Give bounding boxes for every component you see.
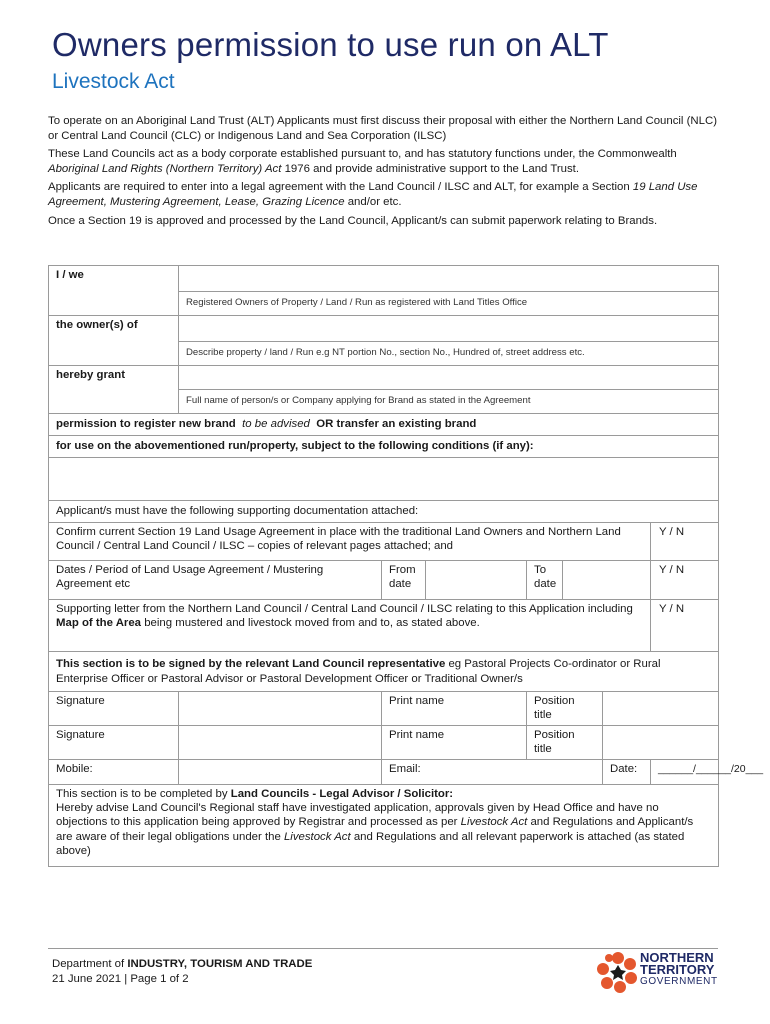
position-title-label-1: Position title [527,692,603,726]
iwe-label: I / we [49,266,179,316]
footer [52,957,312,987]
footer-divider [48,948,718,949]
from-date-label: From date [382,561,426,600]
permission-form [48,265,764,867]
footer-date-page: 21 June 2021 | Page 1 of 2 [52,973,189,985]
grant-hint: Full name of person/s or Company applying for Brand as stated in the Agreement [179,390,719,414]
supporting-letter-text: Supporting letter from the Northern Land Council / Central Land Council / ILSC relating to this Application including Map of the Area being mustered and livestock moved from and to, as stated above. [49,600,651,652]
signature-input-2[interactable] [179,725,382,759]
footer-department: Department of INDUSTRY, TOURISM AND TRADE [52,958,313,970]
signature-input-1[interactable] [179,692,382,726]
intro-paragraph-3: Applicants are required to enter into a legal agreement with the Land Council / ILSC and ALT, for example a Section 19 Land Use Agreement, Mustering Agreement, Lease, Grazing Licence and/or etc. [48,181,698,208]
confirm-yn[interactable]: Y / N [651,523,719,561]
position-title-input-2[interactable] [603,725,719,759]
to-date-input[interactable] [563,561,651,600]
grant-label: hereby grant [49,366,179,414]
page-title: Owners permission to use run on ALT [52,26,609,63]
logo-text: NORTHERN TERRITORY GOVERNMENT [640,950,718,987]
position-title-label-2: Position title [527,725,603,759]
page-subtitle: Livestock Act [52,70,175,93]
email-label: Email: [382,759,603,784]
permission-row: permission to register new brand to be advised OR transfer an existing brand [49,414,719,436]
dates-text: Dates / Period of Land Usage Agreement / Mustering Agreement etc [49,561,382,600]
owner-input[interactable] [179,316,719,342]
grant-input[interactable] [179,366,719,390]
owner-label: the owner(s) of [49,316,179,366]
intro-paragraph-2: These Land Councils act as a body corporate established pursuant to, and has statutory functions under, the Commonwealth Aboriginal Land Rights (Northern Territory) Act 1976 and provide administrative support to the Land Trust. [48,148,677,175]
print-name-label-1: Print name [382,692,527,726]
legal-advisor-section: This section is to be completed by Land Councils - Legal Advisor / Solicitor: Hereby advise Land Council's Regional staff have investigated application, approvals given by Head Office and have no objections to this application being approved by Registrar and processed as per Livestock Act and Regulations and Applicant/s are aware of their legal obligations under the Livestock Act and Regulations and all relevant paperwork is attached (as stated above) [49,784,719,866]
date-input[interactable]: ______/______/20___ [651,759,719,784]
mobile-label: Mobile: [49,759,179,784]
use-conditions-label: for use on the abovementioned run/property, subject to the following conditions (if any): [49,436,719,458]
nt-government-logo [596,950,728,994]
confirm-agreement-text: Confirm current Section 19 Land Usage Agreement in place with the traditional Land Owners and Northern Land Council / Central Land Council / ILSC – copies of relevant pages attached; and [49,523,651,561]
to-date-label: To date [527,561,563,600]
conditions-input[interactable] [49,458,719,501]
mobile-input[interactable] [179,759,382,784]
owner-hint: Describe property / land / Run e.g NT portion No., section No., Hundred of, street address etc. [179,342,719,366]
intro-paragraph-4: Once a Section 19 is approved and processed by the Land Council, Applicant/s can submit paperwork relating to Brands. [48,214,658,227]
iwe-input[interactable] [179,266,719,292]
intro-paragraph-1: To operate on an Aboriginal Land Trust (ALT) Applicants must first discuss their proposal with either the Northern Land Council (NLC) or Central Land Council (CLC) or Indigenous Land and Sea Corporation (ILSC) [48,115,718,142]
signature-label-1: Signature [49,692,179,726]
nt-flower-icon [596,950,640,994]
iwe-hint: Registered Owners of Property / Land / Run as registered with Land Titles Office [179,292,719,316]
sign-section-heading: This section is to be signed by the relevant Land Council representative eg Pastoral Projects Co-ordinator or Rural Enterprise Officer or Pastoral Advisor or Pastoral Development Officer or Traditional Owner/s [49,652,719,692]
print-name-label-2: Print name [382,725,527,759]
dates-yn[interactable]: Y / N [651,561,719,600]
documentation-intro: Applicant/s must have the following supporting documentation attached: [49,501,719,523]
date-label: Date: [603,759,651,784]
signature-label-2: Signature [49,725,179,759]
from-date-input[interactable] [426,561,527,600]
intro-text [48,114,720,232]
supporting-letter-yn[interactable]: Y / N [651,600,719,652]
position-title-input-1[interactable] [603,692,719,726]
